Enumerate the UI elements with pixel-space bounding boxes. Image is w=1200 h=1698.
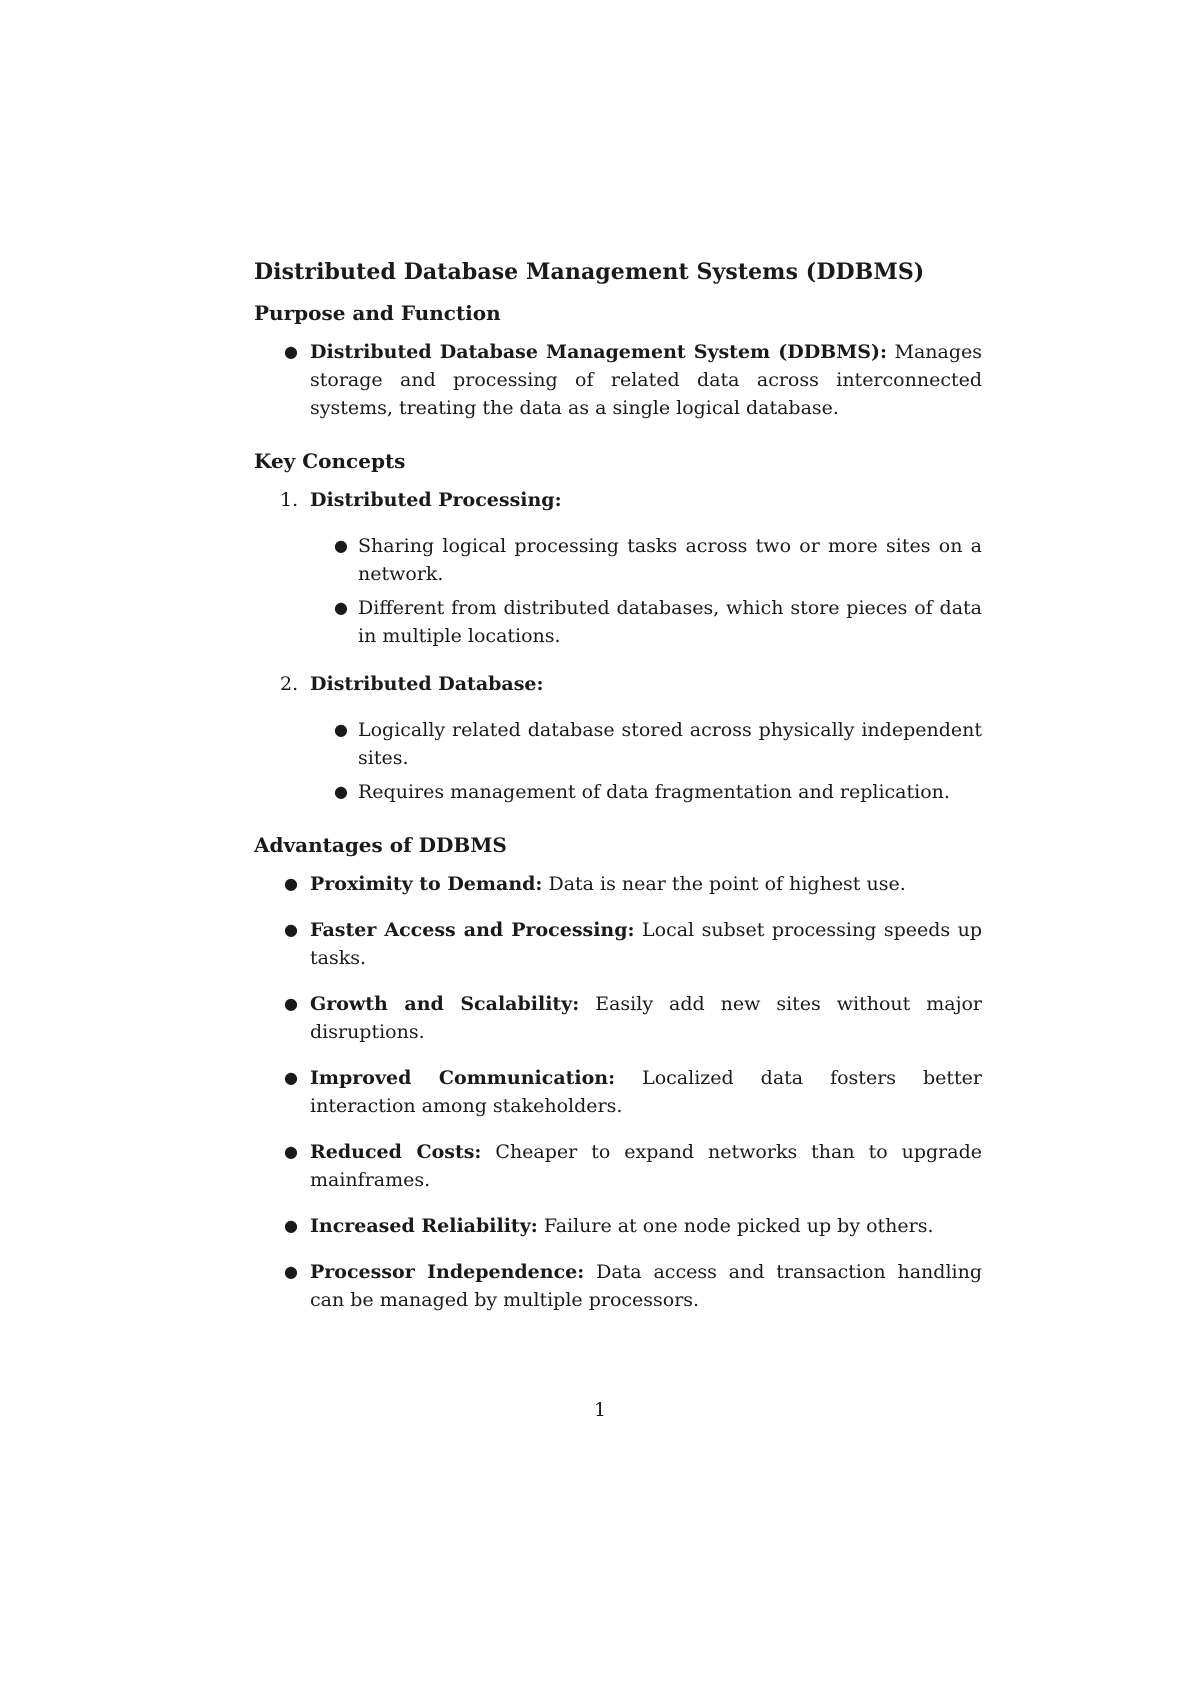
concept-subitem: [310, 532, 982, 588]
advantage-text: Data access and transaction handling can be managed by multiple processors.: [310, 1261, 982, 1311]
advantage-term: Faster Access and Processing:: [310, 919, 635, 941]
concept-subitem: [310, 778, 982, 806]
advantage-item: [254, 870, 982, 898]
advantage-text: Data is near the point of highest use.: [548, 873, 906, 895]
advantage-term: Increased Reliability:: [310, 1215, 538, 1237]
advantage-term: Growth and Scalability:: [310, 993, 580, 1015]
advantages-section: [254, 832, 982, 1314]
bullet-icon: ●: [284, 1068, 298, 1087]
concept-subitem-text: Different from distributed databases, which store pieces of data in multiple locations.: [358, 597, 982, 647]
concept-sublist: [310, 532, 982, 650]
bullet-icon: ●: [284, 342, 298, 361]
advantage-text: Cheaper to expand networks than to upgrade mainframes.: [310, 1141, 982, 1191]
advantage-term: Proximity to Demand:: [310, 873, 543, 895]
advantages-list: [254, 870, 982, 1314]
concept-subitem-text: Logically related database stored across physically independent sites.: [358, 719, 982, 769]
advantage-item: [254, 916, 982, 972]
concept-number: 2.: [280, 673, 299, 695]
bullet-icon: ●: [284, 1262, 298, 1281]
advantage-text: Localized data fosters better interaction among stakeholders.: [310, 1067, 982, 1117]
concept-subitem: [310, 716, 982, 772]
advantage-text: Easily add new sites without major disruptions.: [310, 993, 982, 1043]
purpose-heading: Purpose and Function: [254, 301, 501, 325]
bullet-icon: ●: [334, 598, 348, 617]
concept-sublist: [310, 716, 982, 806]
advantage-term: Processor Independence:: [310, 1261, 585, 1283]
document-page: [254, 258, 982, 1340]
advantage-item: [254, 1138, 982, 1194]
purpose-list: [254, 338, 982, 422]
key-concepts-heading: Key Concepts: [254, 449, 406, 473]
advantage-text: Local subset processing speeds up tasks.: [310, 919, 982, 969]
bullet-icon: ●: [334, 782, 348, 801]
bullet-icon: ●: [334, 720, 348, 739]
bullet-icon: ●: [284, 874, 298, 893]
purpose-text: Manages storage and processing of related data across interconnected systems, treating the data as a single logical database.: [310, 341, 982, 419]
page-number: 1: [593, 1399, 607, 1421]
concept-number: 1.: [280, 489, 299, 511]
concept-subitem-text: Sharing logical processing tasks across two or more sites on a network.: [358, 535, 982, 585]
advantage-item: [254, 1064, 982, 1120]
advantage-item: [254, 1258, 982, 1314]
purpose-section: [254, 300, 982, 422]
key-concepts-list: [254, 486, 982, 806]
advantage-item: [254, 990, 982, 1046]
concept-subitem: [310, 594, 982, 650]
bullet-icon: ●: [284, 920, 298, 939]
advantage-term: Improved Communication:: [310, 1067, 616, 1089]
concept-term: Distributed Processing:: [310, 489, 562, 511]
key-concepts-section: [254, 448, 982, 806]
concept-term: Distributed Database:: [310, 673, 544, 695]
advantages-heading: Advantages of DDBMS: [254, 833, 507, 857]
bullet-icon: ●: [284, 1142, 298, 1161]
bullet-icon: ●: [284, 994, 298, 1013]
purpose-term: Distributed Database Management System (DDBMS):: [310, 341, 887, 363]
document-title: Distributed Database Management Systems (DDBMS): [254, 259, 925, 285]
advantage-term: Reduced Costs:: [310, 1141, 482, 1163]
concept-item: [254, 670, 982, 806]
bullet-icon: ●: [334, 536, 348, 555]
purpose-item: [254, 338, 982, 422]
bullet-icon: ●: [284, 1216, 298, 1235]
concept-subitem-text: Requires management of data fragmentation and replication.: [358, 781, 950, 803]
concept-item: [254, 486, 982, 650]
advantage-text: Failure at one node picked up by others.: [543, 1215, 934, 1237]
advantage-item: [254, 1212, 982, 1240]
